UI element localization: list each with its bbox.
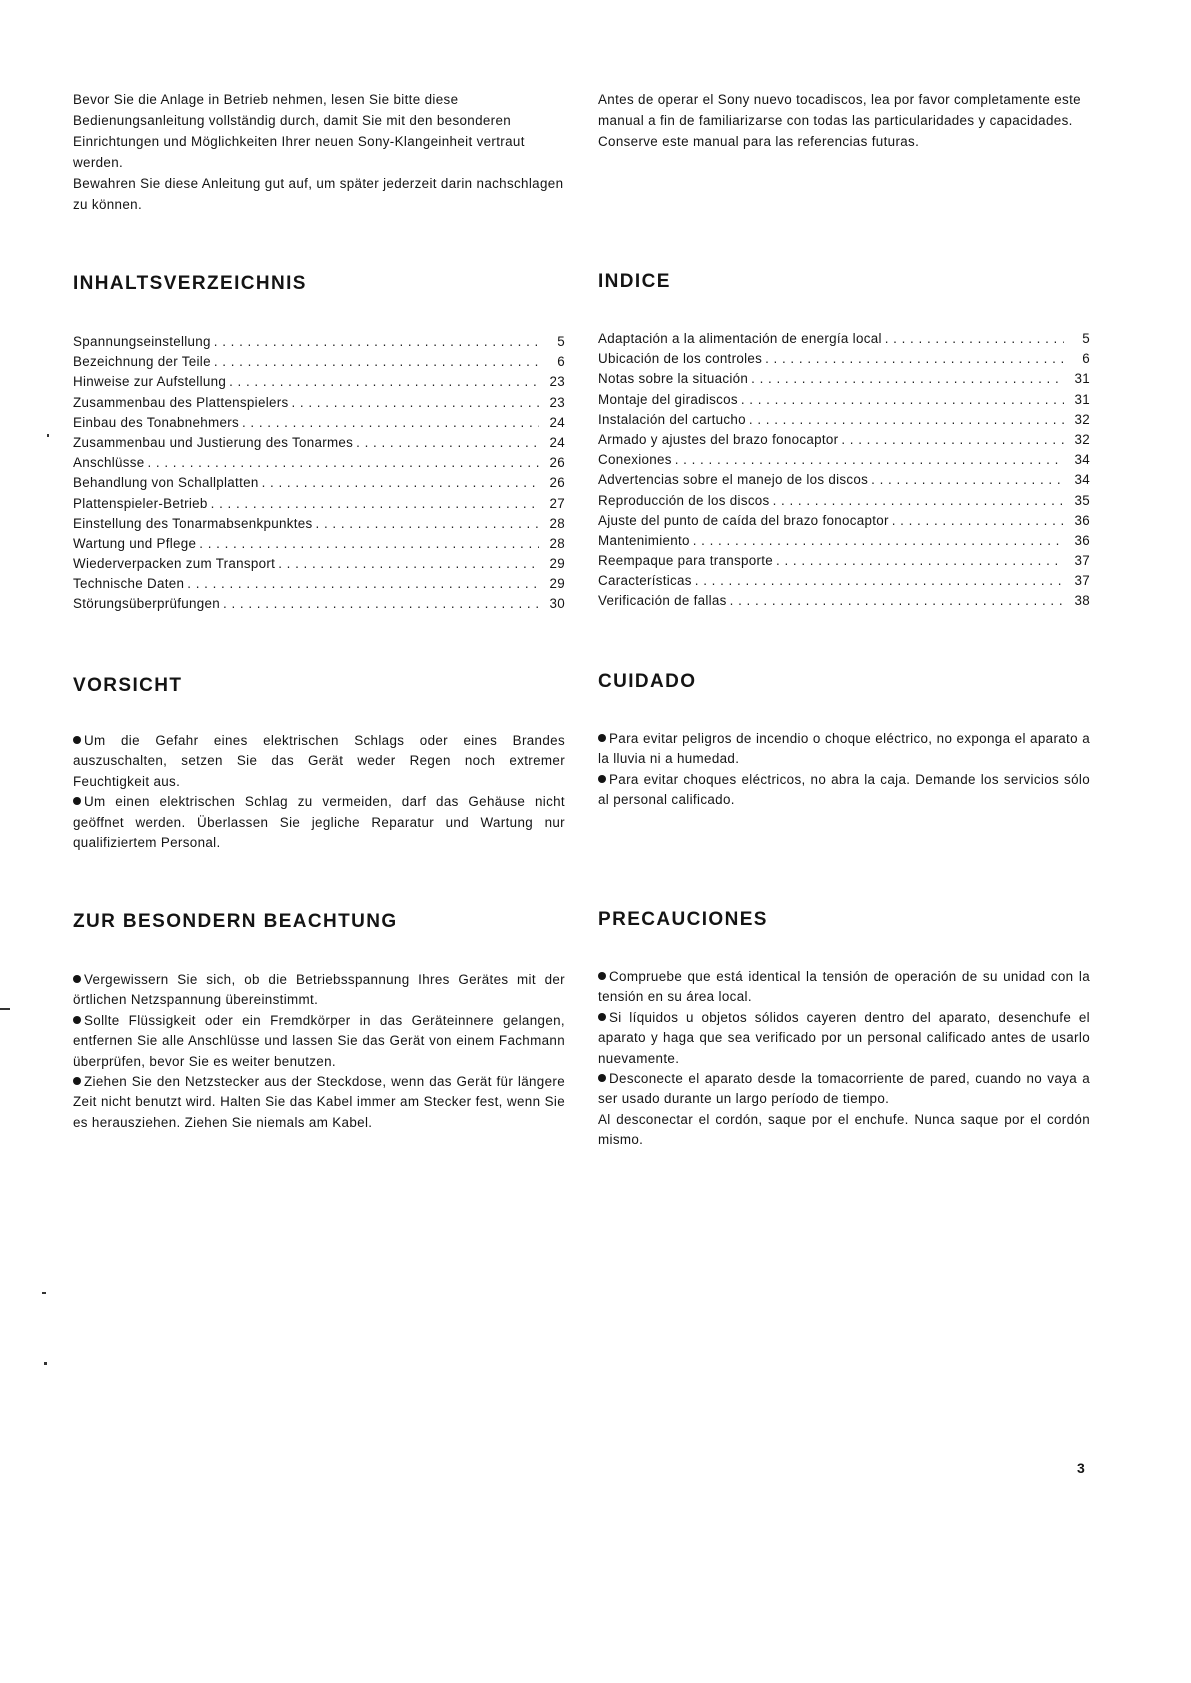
toc-entry: Einstellung des Tonarmabsenkpunktes . . . 28 bbox=[73, 516, 565, 536]
toc-entry: Zusammenbau und Justierung des Tonarmes . . . 24 bbox=[73, 435, 565, 455]
bullet-icon bbox=[598, 1013, 606, 1021]
scan-mark bbox=[44, 1362, 47, 1365]
intro-german-paragraph: Bevor Sie die Anlage in Betrieb nehmen, lesen Sie bitte diese Bedienungsanleitung vollständig durch, damit Sie mit den besonderen Einrichtungen und Möglichkeiten Ihrer neuen Sony-Klangeinheit vertraut werden. bbox=[73, 92, 525, 170]
scan-mark bbox=[47, 434, 49, 437]
toc-page-number: 37 bbox=[1074, 573, 1090, 589]
toc-page-number: 38 bbox=[1074, 593, 1090, 609]
toc-entry: Reproducción de los discos . . . 35 bbox=[598, 493, 1090, 513]
toc-entry: Plattenspieler-Betrieb . . . 27 bbox=[73, 496, 565, 516]
toc-entry: Notas sobre la situación . . . 31 bbox=[598, 371, 1090, 391]
toc-page-number: 35 bbox=[1074, 492, 1090, 508]
toc-entry: Bezeichnung der Teile . . . 6 bbox=[73, 354, 565, 374]
list-item: Para evitar choques eléctricos, no abra la caja. Demande los servicios sólo al personal calificado. bbox=[598, 771, 1090, 808]
toc-page-number: 26 bbox=[549, 455, 565, 471]
caution-heading-spanish: CUIDADO bbox=[598, 671, 697, 692]
toc-page-number: 24 bbox=[549, 434, 565, 450]
toc-page-number: 34 bbox=[1074, 452, 1090, 468]
toc-page-number: 31 bbox=[1074, 391, 1090, 407]
toc-page-number: 28 bbox=[549, 515, 565, 531]
toc-entry: Behandlung von Schallplatten . . . 26 bbox=[73, 475, 565, 495]
scan-mark bbox=[42, 1292, 46, 1294]
bullet-icon bbox=[598, 734, 606, 742]
toc-page-number: 37 bbox=[1074, 553, 1090, 569]
toc-heading-spanish: INDICE bbox=[598, 271, 671, 292]
toc-page-number: 26 bbox=[549, 475, 565, 491]
toc-entry: Einbau des Tonabnehmers . . . 24 bbox=[73, 415, 565, 435]
toc-page-number: 31 bbox=[1074, 371, 1090, 387]
intro-german-paragraph: Bewahren Sie diese Anleitung gut auf, um später jederzeit darin nachschlagen zu können. bbox=[73, 176, 564, 212]
caution-heading-german: VORSICHT bbox=[73, 675, 183, 696]
toc-page-number: 5 bbox=[557, 334, 565, 349]
toc-page-number: 36 bbox=[1074, 532, 1090, 548]
caution-list-german bbox=[73, 731, 565, 853]
toc-entry: Hinweise zur Aufstellung . . . 23 bbox=[73, 374, 565, 394]
toc-entry: Wiederverpacken zum Transport . . . 29 bbox=[73, 556, 565, 576]
list-item: Sollte Flüssigkeit oder ein Fremdkörper in das Geräteinnere gelangen, entfernen Sie alle Anschlüsse und lassen Sie das Gerät von einem Fachmann überprüfen, bevor Sie es weiter benutzen. bbox=[73, 1012, 565, 1069]
toc-entry: Características . . . 37 bbox=[598, 573, 1090, 593]
list-item: Para evitar peligros de incendio o choque eléctrico, no exponga el aparato a la lluvia ni a humedad. bbox=[598, 731, 1090, 767]
caution-list-spanish bbox=[598, 729, 1090, 811]
bullet-icon bbox=[73, 736, 81, 744]
precautions-heading-spanish: PRECAUCIONES bbox=[598, 909, 768, 930]
list-item: Si líquidos u objetos sólidos cayeren dentro del aparato, desenchufe el aparato y haga que sea verificado por un personal calificado antes de usarlo nuevamente. bbox=[598, 1009, 1090, 1066]
toc-page-number: 29 bbox=[549, 576, 565, 592]
intro-german bbox=[73, 89, 565, 215]
bullet-icon bbox=[598, 775, 606, 783]
intro-spanish bbox=[598, 89, 1090, 152]
bullet-icon bbox=[73, 797, 81, 805]
toc-page-number: 34 bbox=[1074, 472, 1090, 488]
bullet-icon bbox=[73, 1077, 81, 1085]
bullet-icon bbox=[73, 1016, 81, 1024]
precautions-note: Al desconectar el cordón, saque por el enchufe. Nunca saque por el cordón mismo. bbox=[598, 1111, 1090, 1148]
toc-spanish bbox=[598, 331, 1090, 614]
toc-page-number: 36 bbox=[1074, 512, 1090, 528]
toc-entry: Reempaque para transporte . . . 37 bbox=[598, 553, 1090, 573]
toc-page-number: 6 bbox=[1082, 351, 1090, 367]
list-item: Desconecte el aparato desde la tomacorriente de pared, cuando no vaya a ser usado durante un largo período de tiempo. bbox=[598, 1071, 1090, 1107]
toc-entry: Conexiones . . . 34 bbox=[598, 452, 1090, 472]
bullet-icon bbox=[73, 975, 81, 983]
toc-entry: Ubicación de los controles . . . 6 bbox=[598, 351, 1090, 371]
bullet-icon bbox=[598, 1074, 606, 1082]
toc-page-number: 30 bbox=[549, 596, 565, 612]
toc-entry: Anschlüsse . . . 26 bbox=[73, 455, 565, 475]
toc-entry: Armado y ajustes del brazo fonocaptor . . . 32 bbox=[598, 432, 1090, 452]
precautions-list-german bbox=[73, 970, 565, 1133]
toc-entry: Ajuste del punto de caída del brazo fonocaptor . . . 36 bbox=[598, 513, 1090, 533]
toc-page-number: 32 bbox=[1074, 411, 1090, 427]
toc-page-number: 29 bbox=[549, 556, 565, 572]
toc-entry: Wartung und Pflege . . . 28 bbox=[73, 536, 565, 556]
toc-entry: Montaje del giradiscos . . . 31 bbox=[598, 392, 1090, 412]
toc-page-number: 28 bbox=[549, 535, 565, 551]
toc-entry: Advertencias sobre el manejo de los discos . . . 34 bbox=[598, 472, 1090, 492]
toc-entry: Verificación de fallas . . . 38 bbox=[598, 593, 1090, 613]
toc-page-number: 27 bbox=[549, 495, 565, 511]
toc-entry: Adaptación a la alimentación de energía local . . . 5 bbox=[598, 331, 1090, 351]
list-item: Vergewissern Sie sich, ob die Betriebsspannung Ihres Gerätes mit der örtlichen Netzspannung übereinstimmt. bbox=[73, 972, 565, 1008]
precautions-list-spanish bbox=[598, 967, 1090, 1151]
toc-page-number: 32 bbox=[1074, 431, 1090, 447]
intro-spanish-paragraph: Antes de operar el Sony nuevo tocadiscos, lea por favor completamente este manual a fin de familiarizarse con todas las particularidades y capacidades. bbox=[598, 92, 1081, 128]
toc-page-number: 23 bbox=[549, 394, 565, 410]
page-number: 3 bbox=[1077, 1460, 1085, 1476]
bullet-icon bbox=[598, 972, 606, 980]
toc-german bbox=[73, 334, 565, 617]
toc-page-number: 24 bbox=[549, 414, 565, 430]
toc-entry: Technische Daten . . . 29 bbox=[73, 576, 565, 596]
toc-entry: Spannungseinstellung . . . 5 bbox=[73, 334, 565, 354]
list-item: Compruebe que está identical la tensión de operación de su unidad con la tensión en su área local. bbox=[598, 969, 1090, 1005]
list-item: Ziehen Sie den Netzstecker aus der Steckdose, wenn das Gerät für längere Zeit nicht benutzt wird. Halten Sie das Kabel immer am Stecker fest, wenn Sie es herausziehen. Ziehen Sie niemals am Kabel. bbox=[73, 1074, 565, 1130]
toc-heading-german: INHALTSVERZEICHNIS bbox=[73, 273, 307, 294]
toc-page-number: 6 bbox=[557, 354, 565, 370]
toc-entry: Instalación del cartucho . . . 32 bbox=[598, 412, 1090, 432]
toc-page-number: 5 bbox=[1082, 331, 1090, 346]
precautions-heading-german: ZUR BESONDERN BEACHTUNG bbox=[73, 911, 398, 932]
intro-spanish-paragraph: Conserve este manual para las referencias futuras. bbox=[598, 134, 920, 149]
list-item: Um einen elektrischen Schlag zu vermeiden, darf das Gehäuse nicht geöffnet werden. Überlassen Sie jegliche Reparatur und Wartung nur qualifiziertem Personal. bbox=[73, 794, 565, 851]
scan-mark bbox=[0, 1008, 10, 1010]
toc-entry: Zusammenbau des Plattenspielers . . . 23 bbox=[73, 395, 565, 415]
toc-entry: Mantenimiento . . . 36 bbox=[598, 533, 1090, 553]
toc-page-number: 23 bbox=[549, 374, 565, 390]
toc-entry: Störungsüberprüfungen . . . 30 bbox=[73, 596, 565, 616]
list-item: Um die Gefahr eines elektrischen Schlags oder eines Brandes auszuschalten, setzen Sie das Gerät weder Regen noch extremer Feuchtigkeit aus. bbox=[73, 733, 565, 789]
